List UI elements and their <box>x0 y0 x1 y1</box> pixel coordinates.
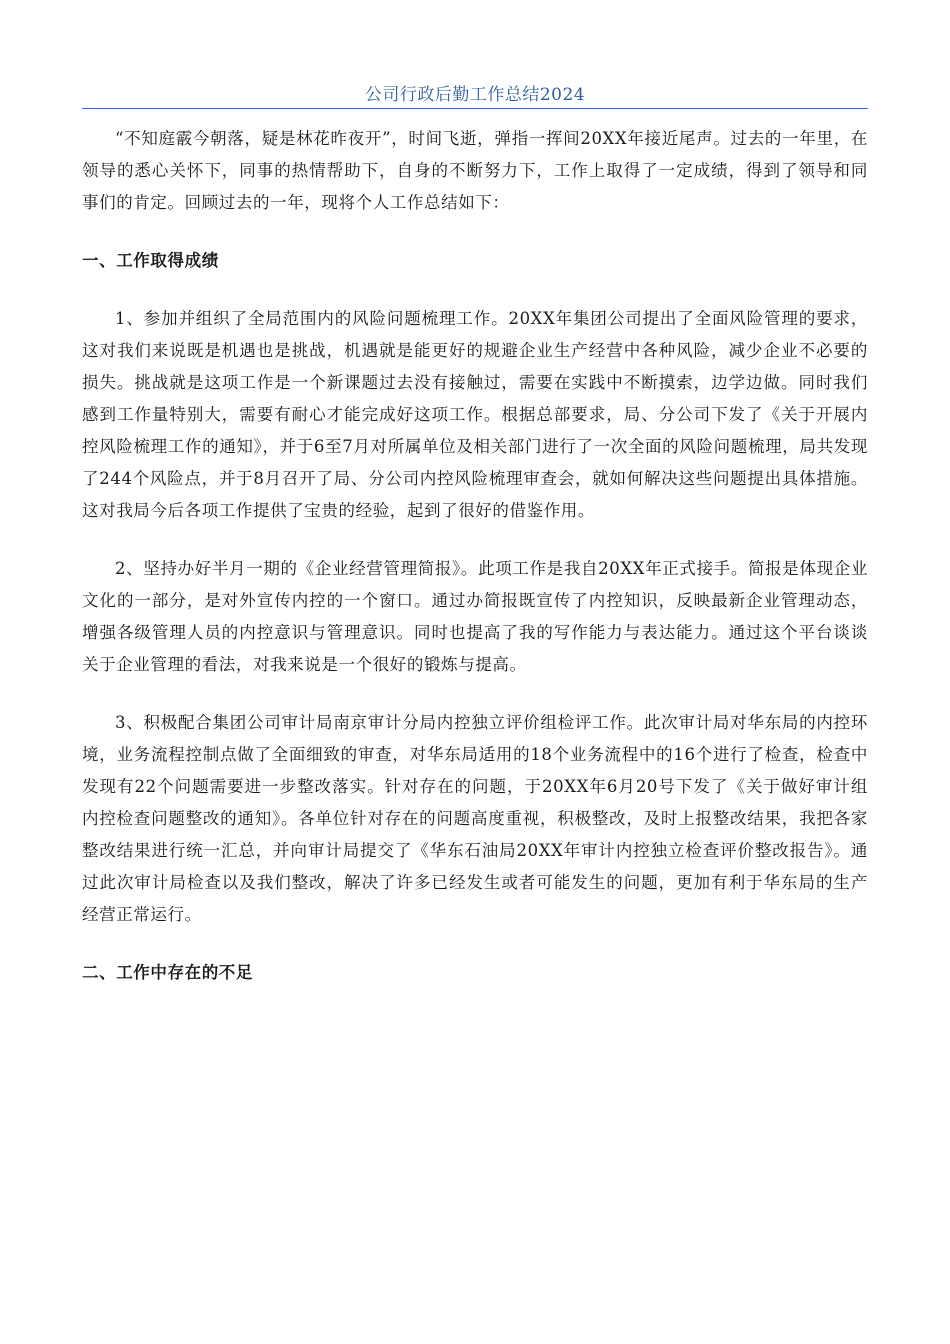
intro-paragraph: “不知庭霰今朝落，疑是林花昨夜开”，时间飞逝，弹指一挥间20XX年接近尾声。过去的一年里，在领导的悉心关怀下，同事的热情帮助下，自身的不断努力下，工作上取得了一定成绩，得到了领导和同事们的肯定。回顾过去的一年，现将个人工作总结如下： <box>82 129 868 212</box>
section-heading-achievements: 一、工作取得成绩 <box>82 251 219 270</box>
achievement-item-3: 3、积极配合集团公司审计局南京审计分局内控独立评价组检评工作。此次审计局对华东局的内控环境，业务流程控制点做了全面细致的审查，对华东局适用的18个业务流程中的16个进行了检查，检查中发现有22个问题需要进一步整改落实。针对存在的问题，于20XX年6月20号下发了《关于做好审计组内控检查问题整改的通知》。各单位针对存在的问题高度重视，积极整改，及时上报整改结果，我把各家整改结果进行统一汇总，并向审计局提交了《华东石油局20XX年审计内控独立检查评价整改报告》。通过此次审计局检查以及我们整改，解决了许多已经发生或者可能发生的问题，更加有利于华东局的生产经营正常运行。 <box>82 713 868 924</box>
document-header <box>82 84 868 109</box>
section-heading-shortcomings: 二、工作中存在的不足 <box>82 963 253 982</box>
achievement-item-1: 1、参加并组织了全局范围内的风险问题梳理工作。20XX年集团公司提出了全面风险管理的要求，这对我们来说既是机遇也是挑战，机遇就是能更好的规避企业生产经营中各种风险，减少企业不必要的损失。挑战就是这项工作是一个新课题过去没有接触过，需要在实践中不断摸索，边学边做。同时我们感到工作量特别大，需要有耐心才能完成好这项工作。根据总部要求，局、分公司下发了《关于开展内控风险梳理工作的通知》，并于6至7月对所属单位及相关部门进行了一次全面的风险问题梳理，局共发现了244个风险点，并于8月召开了局、分公司内控风险梳理审查会，就如何解决这些问题提出具体措施。这对我局今后各项工作提供了宝贵的经验，起到了很好的借鉴作用。 <box>82 309 868 520</box>
document-body <box>82 123 868 989</box>
achievement-item-2: 2、坚持办好半月一期的《企业经营管理简报》。此项工作是我自20XX年正式接手。简报是体现企业文化的一部分，是对外宣传内控的一个窗口。通过办简报既宣传了内控知识，反映最新企业管理动态，增强各级管理人员的内控意识与管理意识。同时也提高了我的写作能力与表达能力。通过这个平台谈谈关于企业管理的看法，对我来说是一个很好的锻炼与提高。 <box>82 559 868 674</box>
document-title: 公司行政后勤工作总结2024 <box>364 85 586 105</box>
